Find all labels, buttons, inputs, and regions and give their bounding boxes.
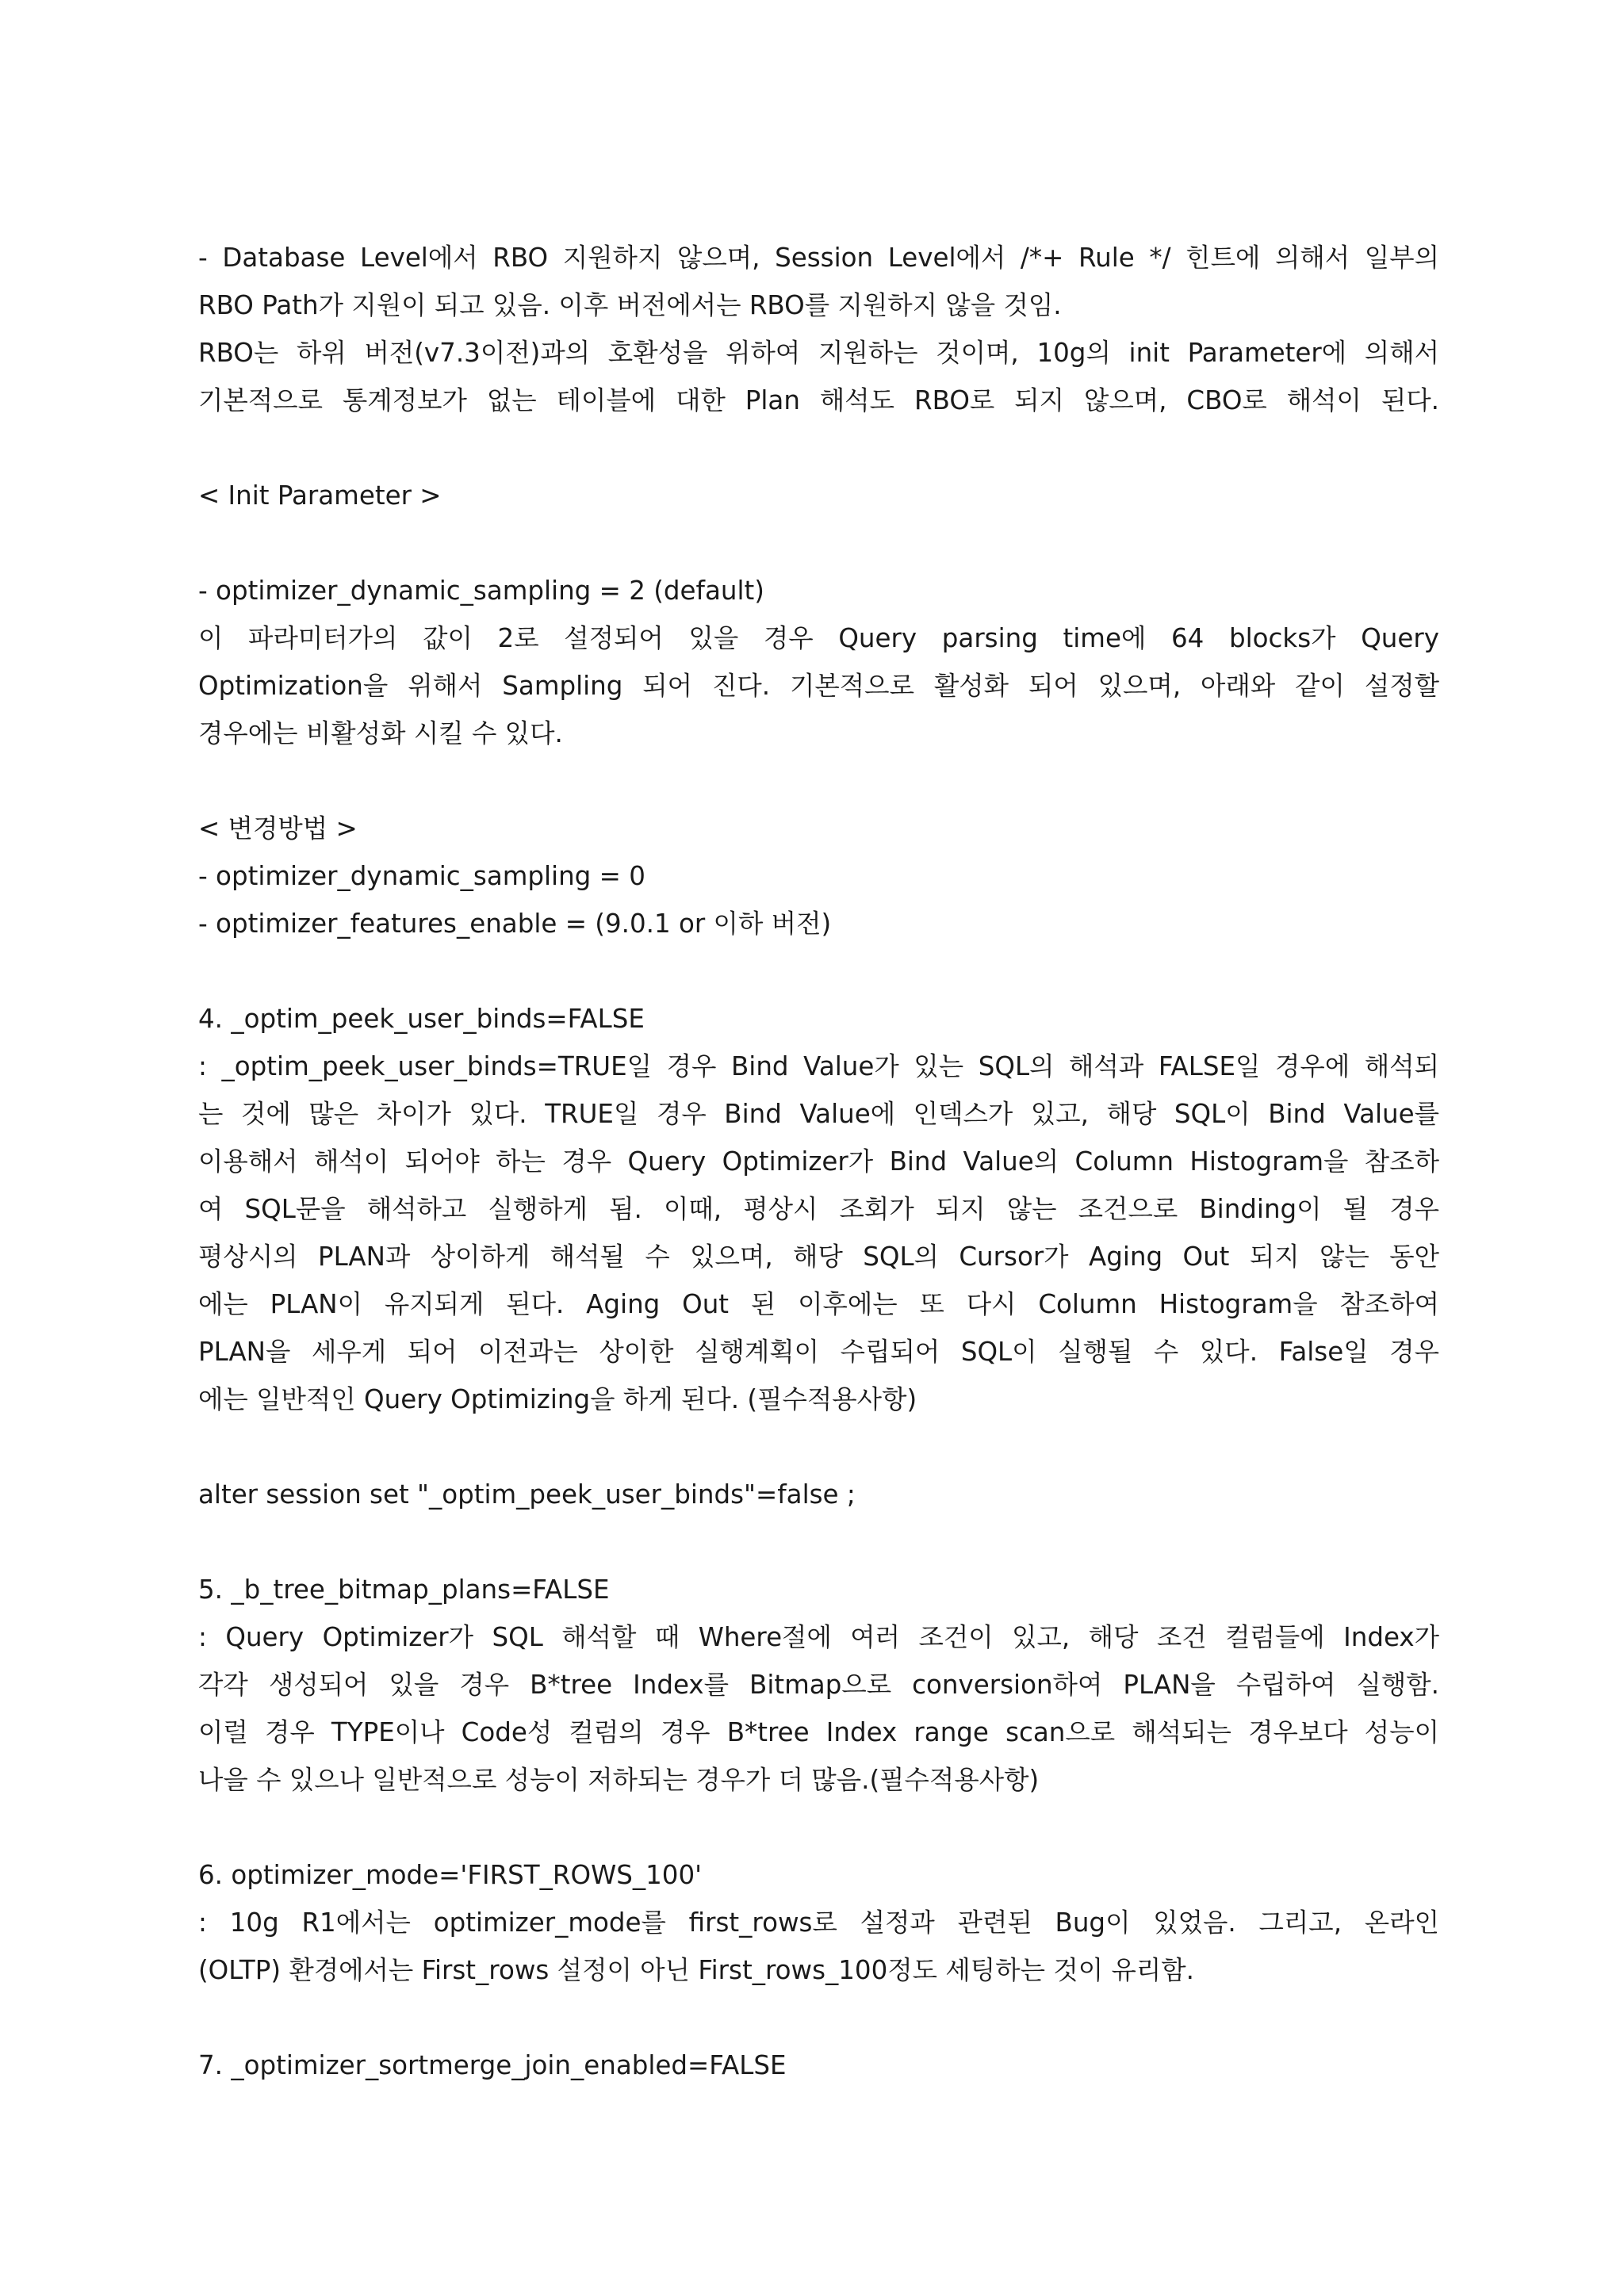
- text-line: 에는 PLAN이 유지되게 된다. Aging Out 된 이후에는 또 다시 Column Histogram을 참조하여: [198, 1289, 1439, 1319]
- blank-line: [198, 757, 1439, 805]
- text-line: - optimizer_features_enable = (9.0.1 or 이하 버전): [198, 909, 832, 939]
- text-line: RBO Path가 지원이 되고 있음. 이후 버전에서는 RBO를 지원하지 않을 것임.: [198, 290, 1062, 320]
- text-line: : 10g R1에서는 optimizer_mode를 first_rows로 설정과 관련된 Bug이 있었음. 그리고, 온라인: [198, 1908, 1439, 1938]
- text-line: PLAN을 세우게 되어 이전과는 상이한 실행계획이 수립되어 SQL이 실행될 수 있다. False일 경우: [198, 1337, 1439, 1367]
- document-page: [198, 234, 1439, 2089]
- text-line: 평상시의 PLAN과 상이하게 해석될 수 있으며, 해당 SQL의 Cursor가 Aging Out 되지 않는 동안: [198, 1242, 1439, 1272]
- blank-line: [198, 1994, 1439, 2042]
- sql-command: alter session set "_optim_peek_user_binds"=false ;: [198, 1479, 856, 1510]
- section-7: [198, 2042, 1439, 2089]
- section-title: 7. _optimizer_sortmerge_join_enabled=FALSE: [198, 2050, 787, 2080]
- init-parameter-heading: < Init Parameter >: [198, 480, 442, 511]
- blank-line: [198, 424, 1439, 472]
- section-title: 5. _b_tree_bitmap_plans=FALSE: [198, 1575, 610, 1605]
- blank-line: [198, 1423, 1439, 1471]
- rbo-paragraph: [198, 234, 1439, 424]
- text-line: 여 SQL문을 해석하고 실행하게 됨. 이때, 평상시 조회가 되지 않는 조건으로 Binding이 될 경우: [198, 1194, 1439, 1224]
- text-line: Optimization을 위해서 Sampling 되어 진다. 기본적으로 활성화 되어 있으며, 아래와 같이 설정할: [198, 671, 1439, 701]
- blank-line: [198, 1804, 1439, 1851]
- change-method-block: [198, 805, 1439, 947]
- text-line: 이 파라미터가의 값이 2로 설정되어 있을 경우 Query parsing time에 64 blocks가 Query: [198, 623, 1439, 653]
- text-line: 나을 수 있으나 일반적으로 성능이 저하되는 경우가 더 많음.(필수적용사항): [198, 1765, 1040, 1795]
- change-method-heading: < 변경방법 >: [198, 813, 358, 844]
- blank-line: [198, 519, 1439, 567]
- blank-line: [198, 947, 1439, 995]
- text-line: 에는 일반적인 Query Optimizing을 하게 된다. (필수적용사항): [198, 1384, 917, 1414]
- section-4: [198, 995, 1439, 1518]
- text-line: 경우에는 비활성화 시킬 수 있다.: [198, 718, 563, 748]
- dynamic-sampling-paragraph: [198, 567, 1439, 757]
- section-title: 6. optimizer_mode='FIRST_ROWS_100': [198, 1860, 703, 1890]
- text-line: 이럴 경우 TYPE이나 Code성 컬럼의 경우 B*tree Index range scan으로 해석되는 경우보다 성능이: [198, 1717, 1439, 1747]
- text-line: RBO는 하위 버전(v7.3이전)과의 호환성을 위하여 지원하는 것이며, 10g의 init Parameter에 의해서: [198, 338, 1439, 368]
- text-line: 는 것에 많은 차이가 있다. TRUE일 경우 Bind Value에 인덱스가 있고, 해당 SQL이 Bind Value를: [198, 1099, 1439, 1129]
- text-line: - Database Level에서 RBO 지원하지 않으며, Session Level에서 /*+ Rule */ 힌트에 의해서 일부의: [198, 243, 1439, 273]
- section-6: [198, 1851, 1439, 1994]
- text-line: 기본적으로 통계정보가 없는 테이블에 대한 Plan 해석도 RBO로 되지 않으며, CBO로 해석이 된다.: [198, 385, 1439, 415]
- section-title: 4. _optim_peek_user_binds=FALSE: [198, 1004, 645, 1034]
- text-line: (OLTP) 환경에서는 First_rows 설정이 아닌 First_rows_100정도 세팅하는 것이 유리함.: [198, 1955, 1194, 1985]
- text-line: : Query Optimizer가 SQL 해석할 때 Where절에 여러 조건이 있고, 해당 조건 컬럼들에 Index가: [198, 1622, 1439, 1652]
- text-line: 각각 생성되어 있을 경우 B*tree Index를 Bitmap으로 conversion하여 PLAN을 수립하여 실행함.: [198, 1670, 1439, 1700]
- text-line: : _optim_peek_user_binds=TRUE일 경우 Bind Value가 있는 SQL의 해석과 FALSE일 경우에 해석되: [198, 1051, 1439, 1081]
- text-line: - optimizer_dynamic_sampling = 0: [198, 861, 645, 891]
- text-line: 이용해서 해석이 되어야 하는 경우 Query Optimizer가 Bind Value의 Column Histogram을 참조하: [198, 1146, 1439, 1177]
- text-line: - optimizer_dynamic_sampling = 2 (default): [198, 576, 764, 606]
- blank-line: [198, 1518, 1439, 1566]
- section-5: [198, 1566, 1439, 1804]
